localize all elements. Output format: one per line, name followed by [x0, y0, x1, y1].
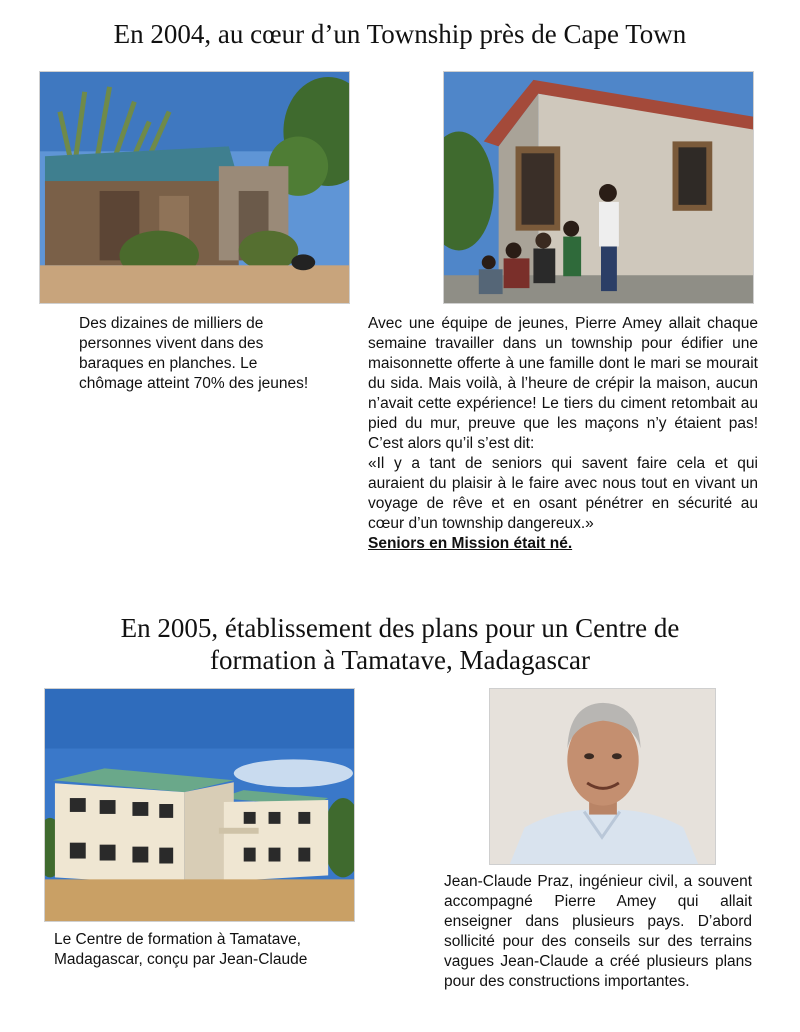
story-quote: «Il y a tant de seniors qui savent faire cela et qui auraient du plaisir à le faire avec nous tout en vivant un voyage de rêve et en osant pénétrer en sécurité au cœur d’un township dangereux.» [368, 455, 758, 532]
founded-statement: Seniors en Mission était né. [368, 535, 573, 552]
township-shack-photo [39, 71, 350, 304]
heading-2004: En 2004, au cœur d’un Township près de Cape Town [113, 19, 687, 49]
heading-2005 [0, 612, 800, 676]
jean-claude-caption: Jean-Claude Praz, ingénieur civil, a souvent accompagné Pierre Amey qui allait enseigner dans plusieurs pays. D’abord sollicité pour des conseils sur des terrains vagues Jean-Claude a créé plusieurs plans pour des constructions importantes. [444, 873, 752, 990]
heading-2005-line2: formation à Tamatave, Madagascar [210, 645, 590, 675]
story-caption [368, 314, 758, 554]
training-centre-caption: Le Centre de formation à Tamatave, Madagascar, conçu par Jean-Claude [54, 931, 308, 968]
shack-caption: Des dizaines de milliers de personnes vivent dans des baraques en planches. Le chômage atteint 70% des jeunes! [79, 315, 309, 392]
heading-2005-line1: En 2005, établissement des plans pour un Centre de [120, 613, 680, 643]
township-house-photo [443, 71, 754, 304]
jean-claude-portrait-photo [489, 688, 716, 865]
story-text: Avec une équipe de jeunes, Pierre Amey allait chaque semaine travailler dans un township pour édifier une maisonnette offerte à une famille dont le mari se mourait du sida. Mais voilà, à l’heure de crépir la maison, aucun n’avait cette expérience! Le tiers du ciment retombait au pied du mur, preuve que les maçons n’y étaient pas! C’est alors qu’il s’est dit: [368, 315, 758, 452]
training-centre-photo [44, 688, 355, 922]
